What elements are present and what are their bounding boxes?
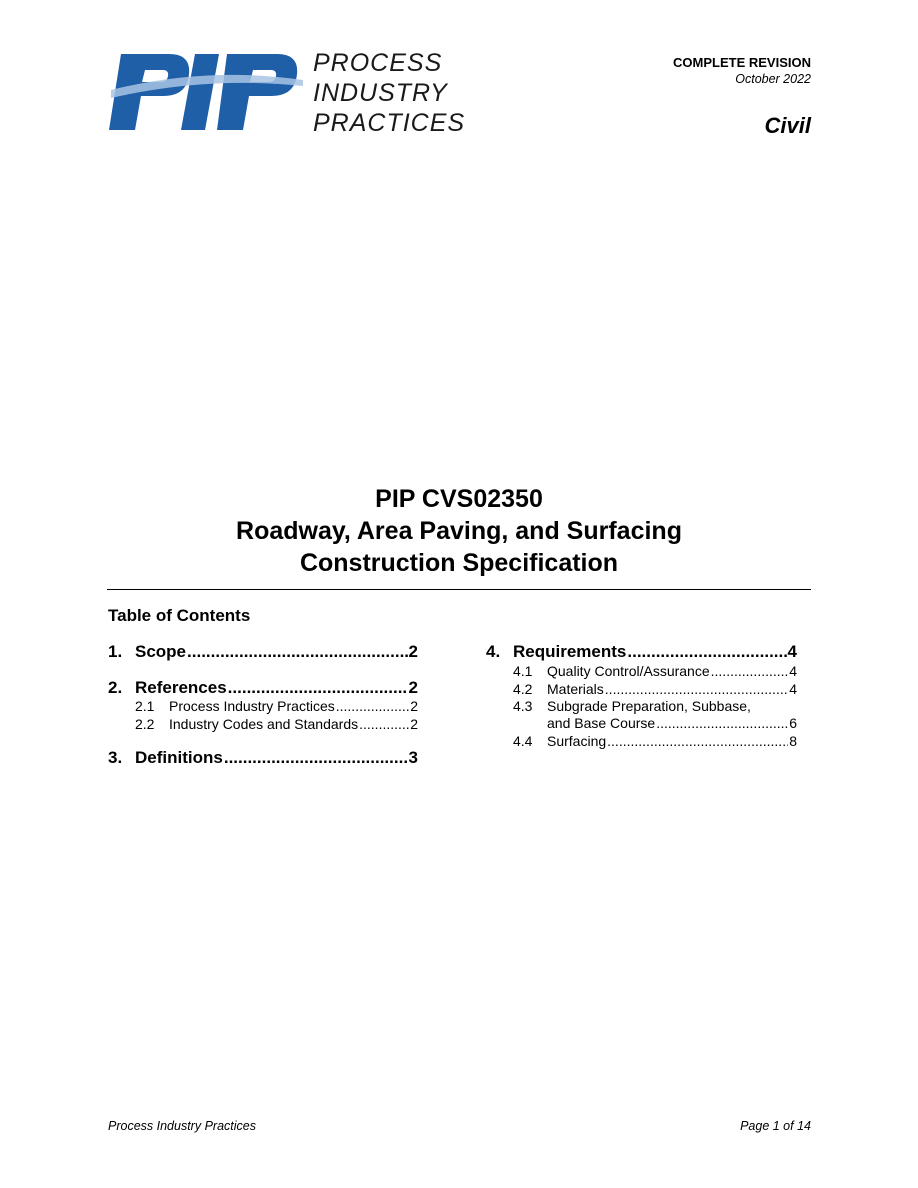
toc-number: 2.1 (135, 698, 155, 714)
toc-entry-scope[interactable] (108, 642, 418, 662)
logo-line-1: PROCESS (313, 49, 443, 77)
title-line-2: Roadway, Area Paving, and Surfacing (236, 517, 682, 545)
toc-entry-4-3[interactable] (513, 698, 797, 731)
toc-number: 4.3 (513, 698, 533, 714)
toc-leader (228, 678, 408, 698)
toc-number: 4. (486, 642, 501, 661)
toc-number: 4.4 (513, 733, 533, 749)
title-divider (107, 589, 811, 590)
toc-label: Industry Codes and Standards (169, 716, 359, 732)
footer-page-number: Page 1 of 14 (740, 1119, 811, 1133)
logo-wordmark (313, 48, 465, 138)
toc-leader (187, 642, 408, 662)
toc-number: 3. (108, 748, 123, 767)
toc-entry-4-4[interactable] (513, 733, 797, 749)
toc-leader (711, 663, 789, 679)
title-code: PIP CVS02350 (375, 485, 543, 513)
toc-page: 2 (410, 716, 418, 732)
toc-number: 2. (108, 678, 123, 697)
pip-logo-mark (107, 50, 307, 134)
toc-entry-2-2[interactable] (135, 716, 418, 732)
toc-leader (336, 698, 409, 714)
toc-page: 3 (408, 748, 418, 767)
toc-page: 8 (789, 733, 797, 749)
document-title (0, 483, 918, 579)
title-line-3: Construction Specification (299, 549, 619, 577)
revision-status: COMPLETE REVISION (673, 55, 811, 70)
toc-entry-requirements[interactable] (486, 642, 797, 662)
logo-line-2: INDUSTRY (313, 79, 448, 107)
toc-page: 2 (408, 642, 418, 661)
toc-label: References (135, 678, 227, 697)
toc-leader (656, 715, 788, 731)
toc-leader (605, 681, 788, 697)
toc-heading: Table of Contents (108, 606, 251, 625)
toc-page: 6 (789, 715, 797, 731)
toc-number: 2.2 (135, 716, 155, 732)
toc-entry-definitions[interactable] (108, 748, 418, 768)
toc-label: Definitions (135, 748, 223, 767)
toc-leader (359, 716, 409, 732)
toc-label: Quality Control/Assurance (547, 663, 710, 679)
toc-label: Requirements (513, 642, 627, 661)
toc-label: Subgrade Preparation, Subbase, (547, 698, 751, 714)
footer-publisher: Process Industry Practices (108, 1119, 256, 1133)
toc-label: Scope (135, 642, 187, 661)
toc-page: 4 (789, 663, 797, 679)
toc-label: Process Industry Practices (169, 698, 335, 714)
toc-entry-2-1[interactable] (135, 698, 418, 714)
toc-leader (224, 748, 408, 768)
toc-label: Materials (547, 681, 604, 697)
toc-entry-references[interactable] (108, 678, 418, 698)
toc-page: 2 (410, 698, 418, 714)
toc-page: 4 (787, 642, 797, 661)
toc-page: 4 (789, 681, 797, 697)
toc-entry-4-2[interactable] (513, 681, 797, 697)
toc-label: Surfacing (547, 733, 607, 749)
logo-line-3: PRACTICES (313, 109, 466, 137)
toc-entry-4-1[interactable] (513, 663, 797, 679)
toc-leader (627, 642, 786, 662)
discipline-label: Civil (764, 113, 811, 138)
toc-number: 1. (108, 642, 123, 661)
revision-date: October 2022 (735, 72, 811, 86)
revision-block (673, 55, 811, 87)
toc-leader (607, 733, 788, 749)
toc-number: 4.2 (513, 681, 533, 697)
toc-number: 4.1 (513, 663, 533, 679)
toc-page: 2 (408, 678, 418, 697)
toc-label-continued: and Base Course (547, 715, 656, 731)
